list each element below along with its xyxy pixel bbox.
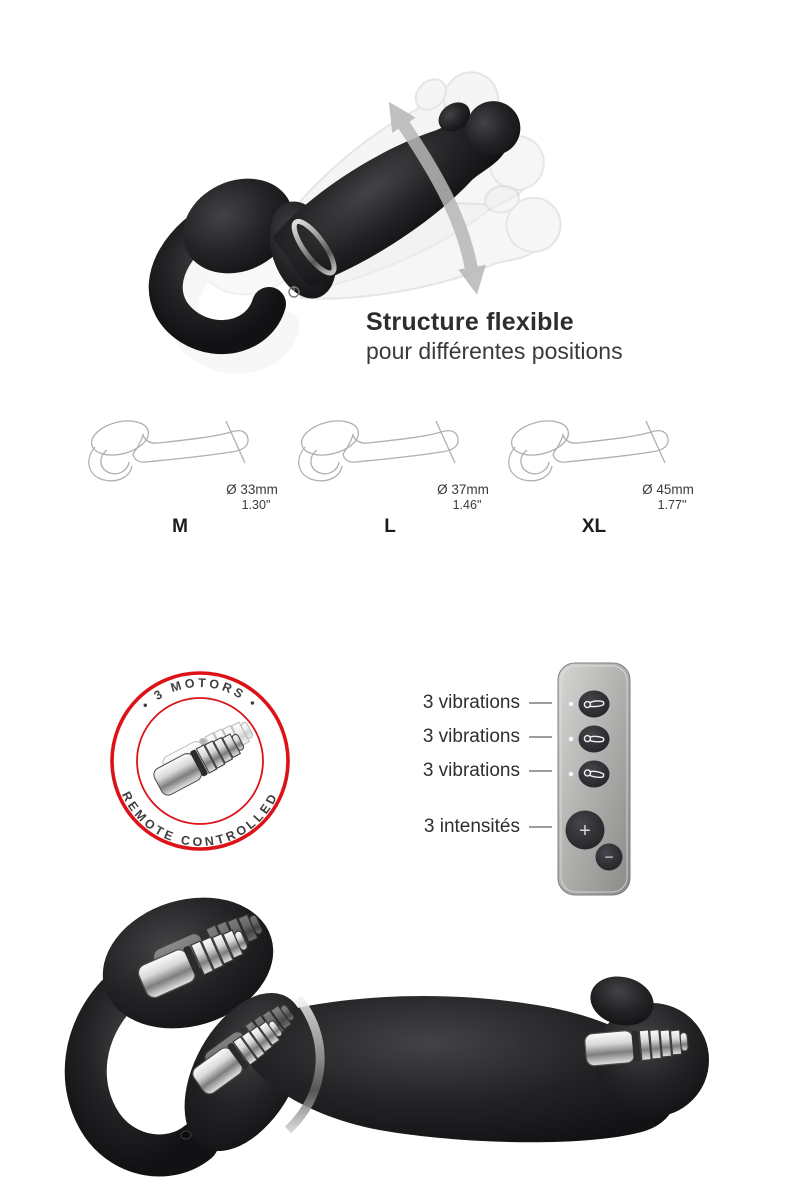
remote-feature-vibration-2 [380,726,552,748]
svg-text:• 3 MOTORS • [139,676,261,712]
size-diameter-in: 1.46" [452,498,482,512]
svg-text:REMOTE CONTROLLED [119,789,281,849]
vibration-button-2 [579,726,610,753]
vibration-button-1 [579,691,610,718]
minus-label: − [604,849,614,867]
led-indicator [569,737,574,742]
flexibility-caption [366,308,666,365]
product-body-bottom [86,880,709,1171]
badge-arc-bottom-text: REMOTE CONTROLLED [118,789,282,850]
size-diameter-mm: Ø 37mm [437,482,489,497]
size-outline-icon [508,416,668,481]
size-diameter-in: 1.30" [241,498,271,512]
motors-badge [102,663,298,859]
feature-label: 3 vibrations [422,692,520,713]
remote-control-icon [548,660,648,910]
intensity-minus-button [596,844,623,871]
size-diameter-mm: Ø 45mm [642,482,694,497]
size-diameter-in: 1.77" [657,498,687,512]
intensity-plus-button [566,811,605,850]
size-outline-icon [298,416,458,481]
product-photo-motors [40,880,800,1200]
led-indicator [569,702,574,707]
flexibility-subtitle: pour différentes positions [366,337,623,364]
remote-feature-intensity [380,816,552,838]
feature-label: 3 vibrations [422,760,520,781]
plus-label: + [579,820,591,842]
vibration-motor-icon [151,716,256,798]
size-label: XL [581,516,607,537]
feature-label: 3 vibrations [422,726,520,747]
power-button-icon [181,1131,191,1139]
remote-feature-vibration-1 [380,692,552,714]
remote-feature-vibration-3 [380,760,552,782]
size-outline-icon [88,416,248,481]
flexibility-title: Structure flexible [366,308,574,336]
size-diameter-mm: Ø 33mm [226,482,278,497]
size-diagram-xl [500,416,710,546]
size-diagram-m [80,416,290,546]
feature-label: 3 intensités [423,816,520,837]
size-label: M [172,516,188,537]
size-label: L [384,516,396,537]
size-diagram-l [290,416,500,546]
led-indicator [569,772,574,777]
badge-arc-top-text: • 3 MOTORS • [138,675,262,712]
vibration-button-3 [579,761,610,788]
